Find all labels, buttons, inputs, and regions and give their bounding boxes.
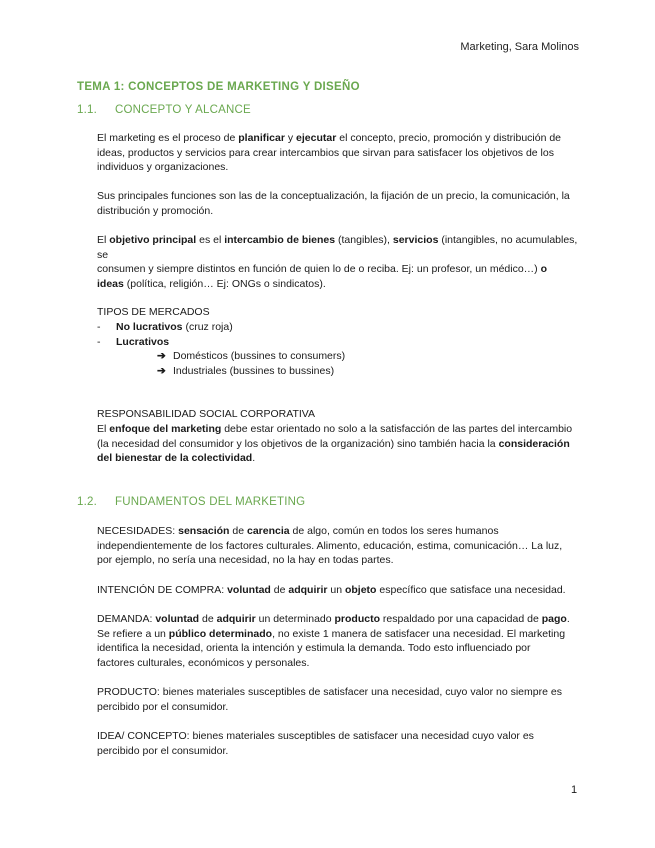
section-title: CONCEPTO Y ALCANCE [115,104,251,116]
paragraph-product: PRODUCTO: bienes materiales susceptibles de satisfacer una necesidad, cuyo valor no siempre es percibido por el consumidor. [97,686,562,713]
paragraph-intent: INTENCIÓN DE COMPRA: voluntad de adquirir un objeto específico que satisface una necesidad. [97,584,566,596]
paragraph-needs: NECESIDADES: sensación de carencia de algo, común en todos los seres humanos independientemente de los factores culturales. Alimento, educación, estima, comunicación… La luz, por ejemplo, no sería una necesidad, no la hay en todas partes. [97,525,563,566]
chapter-heading: TEMA 1: CONCEPTOS DE MARKETING Y DISEÑO [77,81,360,93]
paragraph-csr: El enfoque del marketing debe estar orientado no solo a la satisfacción de las partes del intercambio (la necesidad del consumidor y los objetivos de la organización) sino también hacia la consideración del bienestar de la colectividad. [97,423,573,464]
list-subitem: ➔ Industriales (bussines to bussines) [157,365,335,377]
paragraph-demand: DEMANDA: voluntad de adquirir un determinado producto respaldado por una capacidad de pago. Se refiere a un público determinado, no existe 1 manera de satisfacer una necesidad. El marketing identifica la necesidad, orienta la intención y estimula la demanda. Todo esto influenciado por factores culturales, económicos y personales. [97,613,570,669]
csr-title: RESPONSABILIDAD SOCIAL CORPORATIVA [97,408,316,420]
running-header: Marketing, Sara Molinos [460,41,579,53]
list-item: - No lucrativos (cruz roja) [97,321,233,333]
paragraph-definition: El marketing es el proceso de planificar y ejecutar el concepto, precio, promoción y distribución de ideas, productos y servicios para crear intercambios que sirvan para satisfacer los objetivos de los individuos y organizaciones. [97,132,562,173]
paragraph-objective: El objetivo principal es el intercambio de bienes (tangibles), servicios (intangibles, no acumulables, se consumen y siempre distintos en función de quien lo de o reciba. Ej: un profesor, un médico…) o ideas (política, religión… Ej: ONGs o sindicatos). [97,234,578,290]
paragraph-idea: IDEA/ CONCEPTO: bienes materiales susceptibles de satisfacer una necesidad cuyo valor es percibido por el consumidor. [97,730,534,757]
section-number: 1.2. [77,496,97,508]
section-heading-1-1 [77,103,251,118]
markets-title: TIPOS DE MERCADOS [97,306,210,318]
paragraph-functions: Sus principales funciones son las de la conceptualización, la fijación de un precio, la comunicación, la distribución y promoción. [97,190,570,217]
section-heading-1-2 [77,495,305,510]
arrow-right-icon: ➔ [157,350,166,362]
arrow-right-icon: ➔ [157,365,166,377]
section-number: 1.1. [77,104,97,116]
list-subitem: ➔ Domésticos (bussines to consumers) [157,350,346,362]
section-title: FUNDAMENTOS DEL MARKETING [115,496,306,508]
page-number: 1 [571,784,578,796]
list-item: - Lucrativos [97,336,170,348]
